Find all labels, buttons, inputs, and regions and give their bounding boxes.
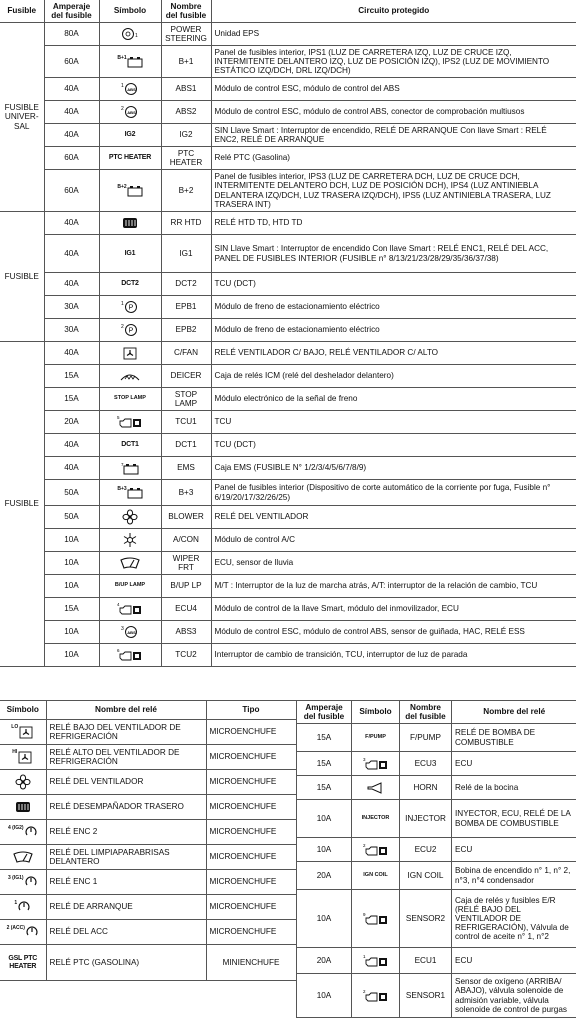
fuse-name-cell: B+2: [161, 170, 211, 212]
wiper-icon: [13, 851, 33, 863]
fuse-name-cell: TCU2: [161, 644, 211, 667]
svg-text:2: 2: [121, 106, 124, 112]
symbol-label: F/PUMP: [352, 724, 400, 752]
circuit-cell: M/T : Interruptor de la luz de marcha atrás, A/T: interruptor de la relación de cambio, TCU: [211, 575, 576, 598]
power-steering-icon: [120, 27, 140, 41]
fuse-name-cell: DEICER: [161, 365, 211, 388]
relay-header-row: [0, 701, 296, 720]
symbol-label: HI: [12, 749, 18, 755]
amp-cell: 10A: [297, 974, 352, 1018]
table-row: [0, 820, 296, 845]
symbol-cell: [99, 457, 161, 480]
relay-type-cell: MICROENCHUFE: [206, 770, 296, 795]
amp-cell: 40A: [44, 78, 99, 101]
header-tipo: Tipo: [206, 701, 296, 720]
symbol-cell: [0, 720, 46, 745]
fuse-name-cell: ABS2: [161, 101, 211, 124]
symbol-cell: [352, 838, 400, 862]
group-fusible: FUSIBLE: [0, 212, 44, 342]
fuse-name-cell: EPB1: [161, 296, 211, 319]
fuse-name-cell: INJECTOR: [400, 800, 452, 838]
circuit-cell: Relé PTC (Gasolina): [211, 147, 576, 170]
fuse-name-cell: IG2: [161, 124, 211, 147]
relay-cell: Relé de la bocina: [452, 776, 576, 800]
parking-brake-icon: [121, 323, 139, 337]
table-row: [0, 506, 576, 529]
battery-icon: [121, 462, 139, 475]
svg-text:3: 3: [362, 756, 366, 762]
table-row: [0, 212, 576, 235]
symbol-cell: [352, 974, 400, 1018]
circuit-cell: Caja de relés ICM (relé del deshelador delantero): [211, 365, 576, 388]
group-fusible: FUSIBLE: [0, 342, 44, 667]
symbol-label: B+2: [117, 183, 127, 190]
symbol-cell: [0, 745, 46, 770]
circuit-cell: Módulo electrónico de la señal de freno: [211, 388, 576, 411]
fuse-name-cell: IG1: [161, 235, 211, 273]
circuit-cell: TCU: [211, 411, 576, 434]
amp-cell: 10A: [44, 529, 99, 552]
circuit-cell: Interruptor de cambio de transición, TCU, interruptor de luz de parada: [211, 644, 576, 667]
circuit-cell: SIN Llave Smart : Interruptor de encendido, RELÉ DE ARRANQUE Con llave Smart : RELÉ ENC2, RELÉ DE ARRANQUE: [211, 124, 576, 147]
amp-cell: 40A: [44, 434, 99, 457]
relay-name-cell: RELÉ BAJO DEL VENTILADOR DE REFRIGERACIÓN: [46, 720, 206, 745]
relay-cell: ECU: [452, 838, 576, 862]
engine-module-icon: [363, 912, 389, 926]
circuit-cell: Caja EMS (FUSIBLE N° 1/2/3/4/5/6/7/8/9): [211, 457, 576, 480]
amp-cell: 50A: [44, 480, 99, 506]
relay-cell: ECU: [452, 948, 576, 974]
symbol-cell: [99, 46, 161, 78]
fuse-table-2: [296, 700, 576, 1018]
relay-cell: Caja de relés y fusibles E/R (RELÉ BAJO DEL VENTILADOR DE REFRIGERACIÓN), Válvula de control de aceite n° 1, n°2: [452, 890, 576, 948]
fuse-name-cell: SENSOR2: [400, 890, 452, 948]
table-row: [0, 575, 576, 598]
table-row: [0, 945, 296, 981]
circuit-cell: Módulo de control A/C: [211, 529, 576, 552]
table-row: [0, 920, 296, 945]
fuse-name-cell: IGN COIL: [400, 862, 452, 890]
parking-brake-icon: [121, 300, 139, 314]
fuse-name-cell: SENSOR1: [400, 974, 452, 1018]
fuse-name-cell: F/PUMP: [400, 724, 452, 752]
table-row: [0, 273, 576, 296]
amp-cell: 15A: [297, 776, 352, 800]
table-row: [0, 46, 576, 78]
relay-name-cell: RELÉ DEL ACC: [46, 920, 206, 945]
relay-type-cell: MICROENCHUFE: [206, 795, 296, 820]
symbol-cell: [0, 845, 46, 870]
fuse-name-cell: ECU1: [400, 948, 452, 974]
circuit-cell: RELÉ HTD TD, HTD TD: [211, 212, 576, 235]
amp-cell: 20A: [297, 862, 352, 890]
fuse-name-cell: B+1: [161, 46, 211, 78]
engine-module-icon: [363, 757, 389, 771]
circuit-cell: Módulo de freno de estacionamiento eléctrico: [211, 319, 576, 342]
table-row: [0, 745, 296, 770]
amp-cell: 15A: [297, 752, 352, 776]
fuse-name-cell: ABS1: [161, 78, 211, 101]
header-nombre: Nombre del fusible: [161, 0, 211, 23]
symbol-cell: [99, 480, 161, 506]
symbol-cell: [0, 770, 46, 795]
symbol-cell: [0, 920, 46, 945]
circuit-cell: Módulo de control ESC, módulo de control ABS, sensor de guiñada, HAC, RELÉ ESS: [211, 621, 576, 644]
fuse-name-cell: RR HTD: [161, 212, 211, 235]
rear-defroster-icon: [122, 217, 138, 229]
symbol-cell: [99, 644, 161, 667]
table-row: [0, 598, 576, 621]
circuit-cell: Módulo de control ESC, módulo de control ABS, conector de comprobación multiusos: [211, 101, 576, 124]
engine-module-icon: [363, 843, 389, 857]
amp-cell: 40A: [44, 235, 99, 273]
relay-cell: INYECTOR, ECU, RELÉ DE LA BOMBA DE COMBUSTIBLE: [452, 800, 576, 838]
svg-text:ABS: ABS: [127, 629, 136, 635]
table-row: [0, 124, 576, 147]
table-row: [0, 296, 576, 319]
fuse-name-cell: DCT1: [161, 434, 211, 457]
svg-text:6: 6: [117, 648, 120, 653]
table-row: [297, 974, 576, 1018]
table-row: [0, 147, 576, 170]
amp-cell: 40A: [44, 273, 99, 296]
relay-table: [0, 700, 297, 981]
symbol-label: LO: [11, 724, 19, 730]
table-row: [0, 644, 576, 667]
symbol-cell: [0, 895, 46, 920]
amp-cell: 40A: [44, 212, 99, 235]
engine-module-icon: [117, 602, 143, 616]
fuse-name-cell: POWER STEERING: [161, 23, 211, 46]
relay-name-cell: RELÉ ENC 1: [46, 870, 206, 895]
circuit-cell: TCU (DCT): [211, 273, 576, 296]
symbol-label: B+3: [117, 485, 127, 492]
table-row: [297, 890, 576, 948]
fuse-name-cell: EPB2: [161, 319, 211, 342]
svg-text:7: 7: [121, 461, 124, 467]
symbol-cell: [0, 820, 46, 845]
symbol-cell: [99, 529, 161, 552]
fuse-name-cell: B/UP LP: [161, 575, 211, 598]
ignition-icon: [24, 876, 38, 888]
svg-text:2: 2: [121, 324, 124, 330]
fuse-name-cell: DCT2: [161, 273, 211, 296]
circuit-cell: Módulo de control de la llave Smart, módulo del inmovilizador, ECU: [211, 598, 576, 621]
cooling-fan-icon: [17, 750, 33, 764]
relay-name-cell: RELÉ ALTO DEL VENTILADOR DE REFRIGERACIÓN: [46, 745, 206, 770]
table-row: [0, 770, 296, 795]
table-row: [0, 870, 296, 895]
ignition-icon: [25, 926, 39, 938]
symbol-cell: [99, 170, 161, 212]
relay-type-cell: MICROENCHUFE: [206, 745, 296, 770]
relay-type-cell: MICROENCHUFE: [206, 920, 296, 945]
table-row: [0, 23, 576, 46]
symbol-label: DCT2: [99, 273, 161, 296]
table-row: [297, 800, 576, 838]
amp-cell: 15A: [44, 388, 99, 411]
relay-name-cell: RELÉ DE ARRANQUE: [46, 895, 206, 920]
relay-type-cell: MICROENCHUFE: [206, 895, 296, 920]
circuit-cell: ECU, sensor de lluvia: [211, 552, 576, 575]
symbol-cell: [99, 296, 161, 319]
fuse-name-cell: PTC HEATER: [161, 147, 211, 170]
fuse-name-cell: WIPER FRT: [161, 552, 211, 575]
relay-cell: ECU: [452, 752, 576, 776]
table-row: [297, 948, 576, 974]
table-row: [0, 621, 576, 644]
symbol-label: 3 (IG1): [7, 875, 24, 881]
engine-module-icon: [117, 415, 143, 429]
symbol-label: DCT1: [99, 434, 161, 457]
relay-name-cell: RELÉ PTC (GASOLINA): [46, 945, 206, 981]
relay-name-cell: RELÉ ENC 2: [46, 820, 206, 845]
circuit-cell: Módulo de freno de estacionamiento eléctrico: [211, 296, 576, 319]
symbol-label: IG2: [99, 124, 161, 147]
cooling-fan-icon: [121, 346, 139, 360]
relay-name-cell: RELÉ DEL LIMPIAPARABRISAS DELANTERO: [46, 845, 206, 870]
svg-text:3: 3: [121, 626, 124, 632]
table-row: [0, 411, 576, 434]
battery-icon: [127, 56, 143, 68]
symbol-label: GSL PTC HEATER: [0, 945, 46, 981]
horn-icon: [366, 782, 386, 794]
abs-icon: [121, 105, 139, 119]
symbol-cell: [99, 552, 161, 575]
table-row: [0, 720, 296, 745]
amp-cell: 30A: [44, 319, 99, 342]
symbol-cell: [352, 890, 400, 948]
fuse-name-cell: EMS: [161, 457, 211, 480]
symbol-cell: [352, 776, 400, 800]
amp-cell: 20A: [297, 948, 352, 974]
table-row: [297, 776, 576, 800]
engine-module-icon: [117, 648, 143, 662]
circuit-cell: RELÉ DEL VENTILADOR: [211, 506, 576, 529]
header-nombre: Nombre del fusible: [400, 701, 452, 724]
amp-cell: 10A: [44, 621, 99, 644]
svg-text:2: 2: [362, 988, 366, 994]
fuse-name-cell: B+3: [161, 480, 211, 506]
relay-type-cell: MICROENCHUFE: [206, 720, 296, 745]
svg-text:2: 2: [362, 842, 366, 848]
amp-cell: 80A: [44, 23, 99, 46]
circuit-cell: Panel de fusibles interior (Dispositivo de corte automático de la corriente por fuga, Fusible n° 6/19/20/17/32/26/25): [211, 480, 576, 506]
table-row: [297, 724, 576, 752]
engine-module-icon: [363, 954, 389, 968]
fuse-name-cell: C/FAN: [161, 342, 211, 365]
header-nombre-rele: Nombre del relé: [46, 701, 206, 720]
header-nombre-rele: Nombre del relé: [452, 701, 576, 724]
table-row: [0, 529, 576, 552]
amp-cell: 10A: [297, 890, 352, 948]
relay-type-cell: MICROENCHUFE: [206, 820, 296, 845]
relay-cell: Sensor de oxígeno (ARRIBA/ ABAJO), válvula solenoide de admisión variable, válvula solenoide de control de purgas: [452, 974, 576, 1018]
relay-name-cell: RELÉ DEL VENTILADOR: [46, 770, 206, 795]
symbol-label: B+1: [117, 54, 127, 61]
svg-text:9: 9: [362, 911, 366, 917]
amp-cell: 20A: [44, 411, 99, 434]
svg-text:ABS: ABS: [127, 86, 136, 92]
table-row: [0, 895, 296, 920]
amp-cell: 10A: [297, 838, 352, 862]
amp-cell: 30A: [44, 296, 99, 319]
group-fusible-universal: FUSIBLE UNIVER-SAL: [0, 23, 44, 212]
svg-text:P: P: [128, 327, 134, 335]
header-simbolo: Símbolo: [0, 701, 46, 720]
circuit-cell: TCU (DCT): [211, 434, 576, 457]
symbol-cell: [0, 795, 46, 820]
table-row: [0, 388, 576, 411]
amp-cell: 15A: [297, 724, 352, 752]
symbol-cell: [99, 23, 161, 46]
svg-text:4: 4: [117, 602, 120, 607]
symbol-label: 4 (IG2): [7, 825, 24, 831]
main-header-row: [0, 0, 576, 23]
amp-cell: 40A: [44, 457, 99, 480]
amp-cell: 40A: [44, 342, 99, 365]
symbol-label: IG1: [99, 235, 161, 273]
table-row: [0, 78, 576, 101]
engine-module-icon: [363, 989, 389, 1003]
amp-cell: 10A: [297, 800, 352, 838]
table-row: [0, 319, 576, 342]
svg-text:1: 1: [135, 33, 138, 39]
amp-cell: 10A: [44, 575, 99, 598]
table-row: [0, 235, 576, 273]
symbol-cell: [99, 101, 161, 124]
circuit-cell: Unidad EPS: [211, 23, 576, 46]
header-simbolo: Símbolo: [99, 0, 161, 23]
fuse-name-cell: TCU1: [161, 411, 211, 434]
fuse-name-cell: ECU4: [161, 598, 211, 621]
amp-cell: 60A: [44, 46, 99, 78]
table-row: [297, 862, 576, 890]
fuse-name-cell: HORN: [400, 776, 452, 800]
relay-type-cell: MINIENCHUFE: [206, 945, 296, 981]
table-row: [0, 552, 576, 575]
symbol-label: IGN COIL: [352, 862, 400, 890]
table-row: [0, 365, 576, 388]
abs-icon: [121, 82, 139, 96]
amp-cell: 10A: [44, 644, 99, 667]
amp-cell: 15A: [44, 598, 99, 621]
symbol-cell: [99, 598, 161, 621]
table-row: [0, 170, 576, 212]
circuit-cell: SIN Llave Smart : Interruptor de encendido Con llave Smart : RELÉ ENC1, RELÉ DEL ACC, PANEL DE FUSIBLES INTERIOR (FUSIBLE n° 8/13/21/23/28/29/35/36/37/38): [211, 235, 576, 273]
relay-cell: RELÉ DE BOMBA DE COMBUSTIBLE: [452, 724, 576, 752]
symbol-cell: [99, 342, 161, 365]
amp-cell: 40A: [44, 124, 99, 147]
circuit-cell: RELÉ VENTILADOR C/ BAJO, RELÉ VENTILADOR C/ ALTO: [211, 342, 576, 365]
fuse-name-cell: STOP LAMP: [161, 388, 211, 411]
symbol-cell: [99, 506, 161, 529]
table-row: [0, 480, 576, 506]
relay-name-cell: RELÉ DESEMPAÑADOR TRASERO: [46, 795, 206, 820]
table-row: [0, 795, 296, 820]
svg-text:5: 5: [117, 415, 120, 420]
fuse-name-cell: ECU2: [400, 838, 452, 862]
symbol-cell: [99, 78, 161, 101]
symbol-cell: [99, 411, 161, 434]
abs-icon: [121, 625, 139, 639]
symbol-label: STOP LAMP: [99, 388, 161, 411]
amp-cell: 40A: [44, 101, 99, 124]
header-simbolo: Símbolo: [352, 701, 400, 724]
header-fusible: Fusible: [0, 0, 44, 23]
symbol-label: B/UP LAMP: [99, 575, 161, 598]
symbol-cell: [99, 365, 161, 388]
ignition-icon: [24, 826, 38, 838]
battery-icon: [127, 185, 143, 197]
fuse-name-cell: BLOWER: [161, 506, 211, 529]
deicer-icon: [119, 370, 141, 382]
ignition-icon: [17, 901, 31, 913]
svg-text:P: P: [128, 304, 134, 312]
table-row: [0, 342, 576, 365]
symbol-label: PTC HEATER: [99, 147, 161, 170]
fuse-name-cell: A/CON: [161, 529, 211, 552]
symbol-cell: [99, 212, 161, 235]
fuse2-header-row: [297, 701, 576, 724]
amp-cell: 15A: [44, 365, 99, 388]
table-row: [297, 752, 576, 776]
symbol-cell: [99, 621, 161, 644]
air-conditioning-icon: [122, 532, 138, 548]
cooling-fan-icon: [18, 725, 34, 739]
blower-fan-icon: [15, 774, 31, 790]
svg-text:1: 1: [362, 953, 366, 959]
circuit-cell: Panel de fusibles interior, IPS3 (LUZ DE CARRETERA DCH, LUZ DE CRUCE DCH, INTERMITENTE DELANTERO DCH, LUZ DE POSICIÓN DCH), IPS4 (LUZ ANTINIEBLA DELANTERA IZQ/DCH, LUZ TRASERA IZQ/DCH), IPS5 (LUZ ANTINIEBLA TRASERA, LUZ TRASERA INT): [211, 170, 576, 212]
symbol-label: INJECTOR: [352, 800, 400, 838]
symbol-label: 1: [14, 900, 18, 906]
blower-fan-icon: [122, 509, 138, 525]
header-amperaje: Amperaje del fusible: [44, 0, 99, 23]
table-row: [0, 434, 576, 457]
rear-defroster-icon: [15, 801, 31, 813]
symbol-cell: [352, 948, 400, 974]
fuse-name-cell: ABS3: [161, 621, 211, 644]
wiper-icon: [120, 557, 140, 569]
svg-text:1: 1: [121, 83, 124, 89]
relay-cell: Bobina de encendido n° 1, n° 2, n°3, n°4 condensador: [452, 862, 576, 890]
circuit-cell: Panel de fusibles interior, IPS1 (LUZ DE CARRETERA IZQ, LUZ DE CRUCE IZQ, INTERMITENTE DELANTERO IZQ, LUZ DE POSICIÓN IZQ), IPS2 (LUZ DE MOVIMIENTO ESTÁTICO IZQ/DCH, DRL IZQ/DCH): [211, 46, 576, 78]
amp-cell: 50A: [44, 506, 99, 529]
svg-text:1: 1: [121, 301, 124, 307]
amp-cell: 10A: [44, 552, 99, 575]
battery-icon: [127, 487, 143, 499]
table-row: [0, 457, 576, 480]
table-row: [0, 845, 296, 870]
symbol-cell: [99, 319, 161, 342]
symbol-cell: [352, 752, 400, 776]
svg-text:ABS: ABS: [127, 109, 136, 115]
symbol-label: 2 (ACC): [6, 925, 25, 931]
amp-cell: 60A: [44, 147, 99, 170]
table-row: [297, 838, 576, 862]
symbol-cell: [0, 870, 46, 895]
fuse-name-cell: ECU3: [400, 752, 452, 776]
circuit-cell: Módulo de control ESC, módulo de control del ABS: [211, 78, 576, 101]
amp-cell: 60A: [44, 170, 99, 212]
table-row: [0, 101, 576, 124]
header-amperaje: Amperaje del fusible: [297, 701, 352, 724]
relay-type-cell: MICROENCHUFE: [206, 845, 296, 870]
header-circuito: Circuito protegido: [211, 0, 576, 23]
relay-type-cell: MICROENCHUFE: [206, 870, 296, 895]
